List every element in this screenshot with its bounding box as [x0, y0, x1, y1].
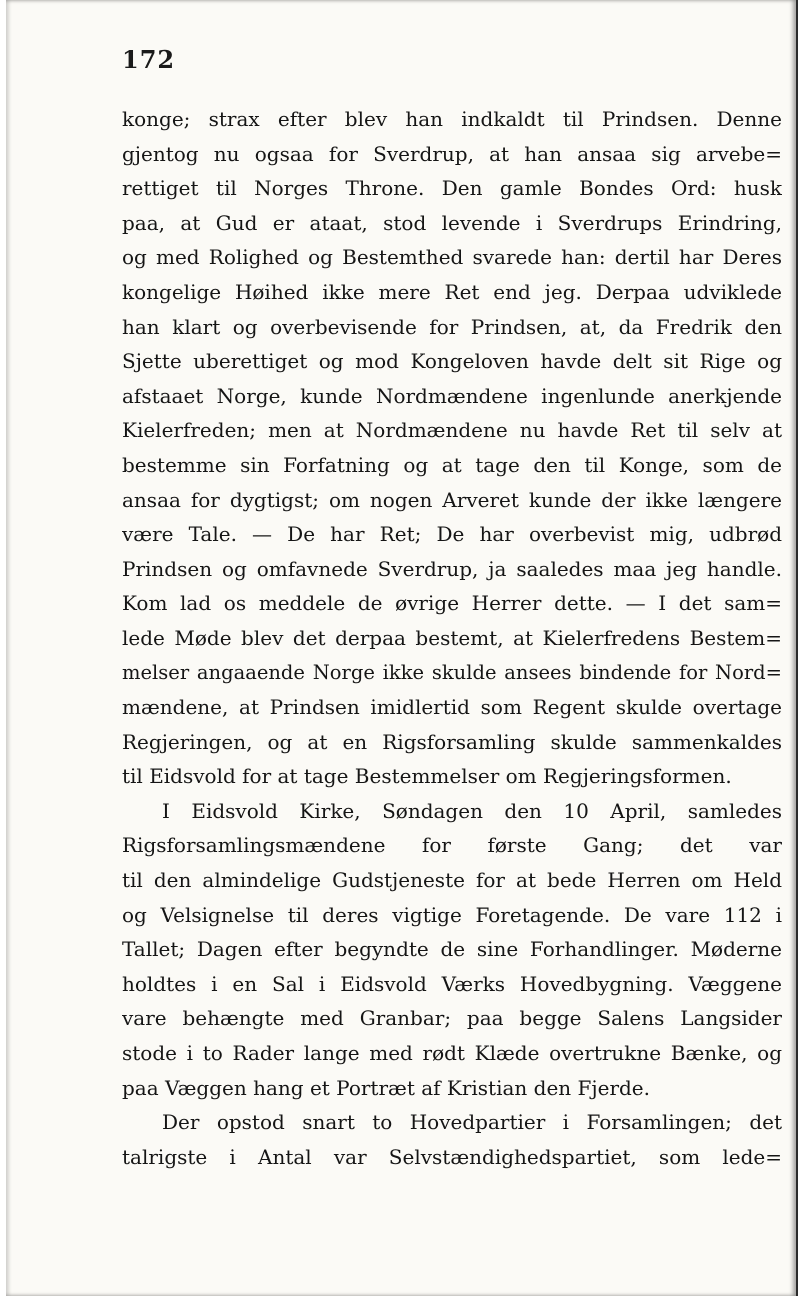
text-line: gjentog nu ogsaa for Sverdrup, at han ansaa sig arvebe= — [122, 141, 782, 166]
text-line: Kom lad os meddele de øvrige Herrer dette. — I det sam= — [122, 591, 782, 616]
text-line: Regjeringen, og at en Rigsforsamling skulde sammenkaldes — [122, 729, 782, 754]
text-line: kongelige Høihed ikke mere Ret end jeg. Derpaa udviklede — [122, 279, 782, 304]
text-line: Prindsen og omfavnede Sverdrup, ja saaledes maa jeg handle. — [122, 556, 782, 581]
text-line: ansaa for dygtigst; om nogen Arveret kunde der ikke længere — [122, 487, 782, 512]
text-line: konge; strax efter blev han indkaldt til Prindsen. Denne — [122, 107, 782, 131]
text-line: og Velsignelse til deres vigtige Foretagende. De vare 112 i — [122, 902, 782, 927]
text-line: mændene, at Prindsen imidlertid som Regent skulde overtage — [122, 695, 782, 720]
text-line: holdtes i en Sal i Eidsvold Værks Hovedbygning. Væggene — [122, 971, 782, 996]
text-line: Der opstod snart to Hovedpartier i Forsamlingen; det — [162, 1110, 782, 1135]
text-line: lede Møde blev det derpaa bestemt, at Kielerfredens Bestem= — [122, 625, 782, 650]
text-line: stode i to Rader lange med rødt Klæde overtrukne Bænke, og — [122, 1041, 782, 1066]
text-line: være Tale. — De har Ret; De har overbevist mig, udbrød — [122, 522, 782, 547]
text-line: Sjette uberettiget og mod Kongeloven havde delt sit Rige og — [122, 349, 782, 374]
text-line: vare behængte med Granbar; paa begge Salens Langsider — [122, 1006, 782, 1031]
book-page — [6, 0, 798, 1296]
text-line: Kielerfreden; men at Nordmændene nu havde Ret til selv at — [122, 418, 782, 443]
body-text — [122, 102, 782, 1174]
text-line: Rigsforsamlingsmændene for første Gang; det var — [122, 833, 782, 858]
page-number: 172 — [122, 45, 176, 74]
text-line: paa Væggen hang et Portræt af Kristian den Fjerde. — [122, 1075, 650, 1100]
text-line: Tallet; Dagen efter begyndte de sine Forhandlinger. Møderne — [122, 937, 782, 962]
text-line: talrigste i Antal var Selvstændighedspartiet, som lede= — [122, 1144, 782, 1169]
text-line: I Eidsvold Kirke, Søndagen den 10 April, samledes — [162, 798, 782, 823]
text-line: til den almindelige Gudstjeneste for at bede Herren om Held — [122, 868, 782, 893]
text-line: afstaaet Norge, kunde Nordmændene ingenlunde anerkjende — [122, 383, 782, 408]
text-line: melser angaaende Norge ikke skulde ansees bindende for Nord= — [122, 660, 782, 684]
paragraph-3 — [122, 1105, 782, 1174]
text-line: til Eidsvold for at tage Bestemmelser om Regjeringsformen. — [122, 764, 732, 789]
text-line: paa, at Gud er ataat, stod levende i Sverdrups Erindring, — [122, 210, 782, 235]
text-line: rettiget til Norges Throne. Den gamle Bondes Ord: husk — [122, 176, 782, 201]
text-line: og med Rolighed og Bestemthed svarede han: dertil har Deres — [122, 245, 782, 270]
text-line: bestemme sin Forfatning og at tage den til Konge, som de — [122, 452, 782, 477]
text-line: han klart og overbevisende for Prindsen, at, da Fredrik den — [122, 314, 782, 339]
paragraph-2 — [122, 794, 782, 1105]
paragraph-1 — [122, 102, 782, 794]
